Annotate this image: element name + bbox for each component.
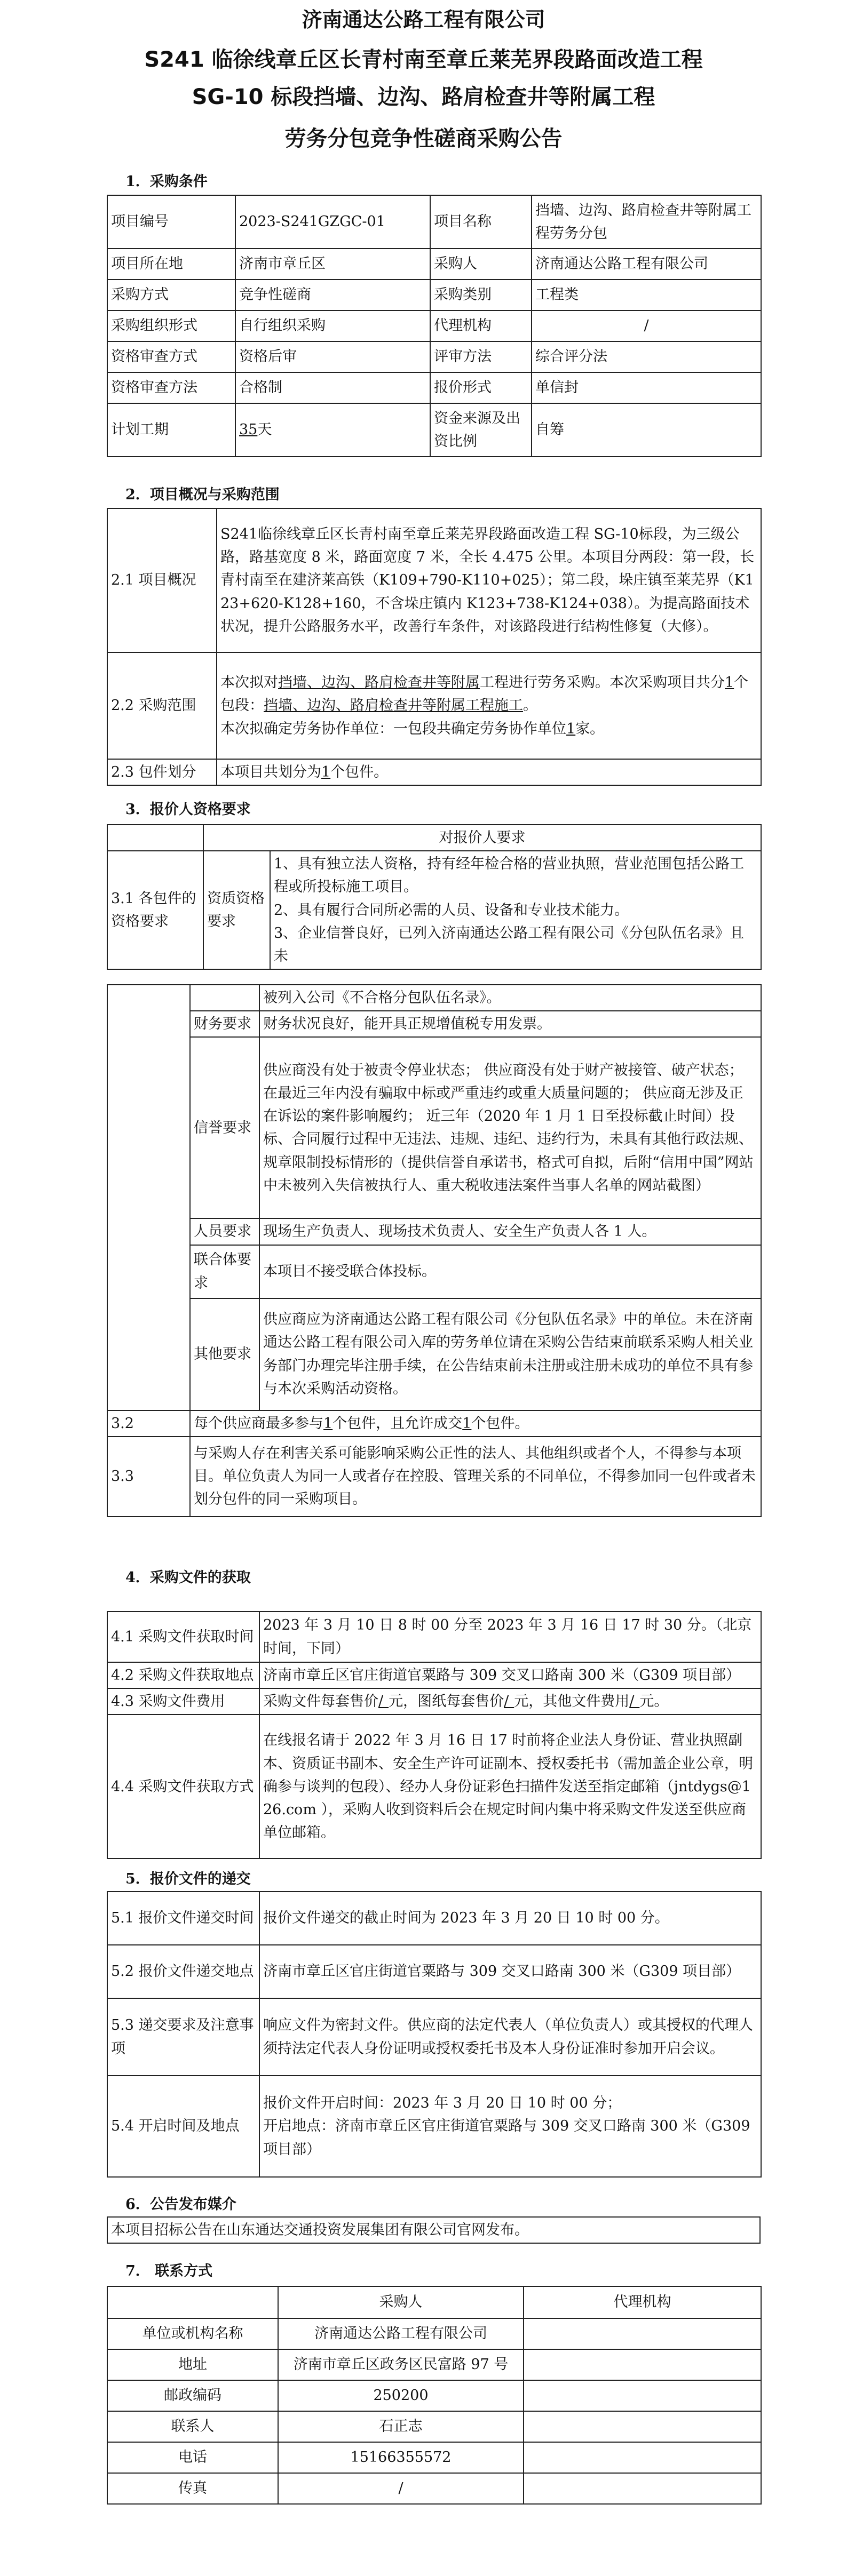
table-row (107, 759, 761, 785)
cell-value (524, 2411, 761, 2442)
fee-text: 采购文件每套售价 (263, 1693, 378, 1710)
cell-value: 济南通达公路工程有限公司 (532, 249, 761, 280)
cell-value: / (532, 310, 761, 341)
qualification-table-part2 (107, 984, 762, 1517)
cell-value: 济南市章丘区政务区民富路 97 号 (278, 2349, 524, 2380)
cell-value: 济南市章丘区 (235, 249, 430, 280)
section-1-heading: 1．采购条件 (125, 173, 208, 190)
section-4-heading: 4．采购文件的获取 (125, 1569, 251, 1586)
scope-text: 。 (523, 697, 537, 714)
cell-value: 济南通达公路工程有限公司 (278, 2318, 524, 2349)
table-row (107, 249, 761, 280)
table-row (107, 508, 761, 652)
cell-label: 评审方法 (430, 341, 532, 372)
table-row (107, 1998, 761, 2076)
project-title-line2: SG-10 标段挡墙、边沟、路肩检查井等附属工程 (192, 85, 655, 109)
scope-underlined: 挡墙、边沟、路肩检查井等附属 (278, 674, 480, 691)
table-row (107, 652, 761, 759)
cell-label: 5.1 报价文件递交时间 (107, 1892, 259, 1945)
cell-value: 合格制 (235, 372, 430, 403)
cell-value: 自筹 (532, 403, 761, 457)
cell-value (524, 2442, 761, 2473)
cell-value: 报价文件递交的截止时间为 2023 年 3 月 20 日 10 时 00 分。 (259, 1892, 761, 1945)
cell-value: 在线报名请于 2022 年 3 月 16 日 17 时前将企业法人身份证、营业执照副本、资质证书副本、安全生产许可证副本、授权委托书（需加盖企业公章，明确参与谈判的包段）、经办人身份证彩色扫描件发送至指定邮箱（jntdygs@126.com ），采购人收到资料后会在规定时间内集中将采购文件发送至供应商单位邮箱。 (259, 1714, 761, 1859)
table-row (107, 2076, 761, 2177)
column-header: 对报价人要求 (203, 825, 761, 851)
scope-unit-count: 1 (566, 720, 576, 737)
table-row (107, 341, 761, 372)
limit-text: 个包件。 (471, 1415, 529, 1432)
section-5-heading: 5．报价文件的递交 (125, 1871, 251, 1887)
table-row (107, 1011, 761, 1037)
table-row (107, 851, 761, 969)
cell-value (217, 759, 761, 785)
cell-value: 与采购人存在利害关系可能影响采购公正性的法人、其他组织或者个人，不得参与本项目。单位负责人为同一人或者存在控股、管理关系的不同单位，不得参加同一包件或者未划分包件的同一采购项目。 (190, 1437, 761, 1517)
cell-label: 2.1 项目概况 (107, 508, 217, 652)
scope-package-count: 1 (725, 674, 734, 691)
cell-value: / (278, 2473, 524, 2504)
cell-value: 财务状况良好，能开具正规增值税专用发票。 (259, 1011, 761, 1037)
company-title: 济南通达公路工程有限公司 (302, 8, 545, 31)
cell-label: 资格审查方式 (107, 341, 235, 372)
table-row (107, 985, 761, 1011)
cell-label: 项目名称 (430, 195, 532, 249)
cell-value (259, 2076, 761, 2177)
cell-value (259, 1688, 761, 1714)
cell-value: 石正志 (278, 2411, 524, 2442)
fee-text: 元，其他文件费用 (514, 1693, 630, 1710)
cell-label: 4.2 采购文件获取地点 (107, 1662, 259, 1688)
table-row (107, 825, 761, 851)
cell-blank (190, 985, 259, 1011)
project-overview-table (107, 508, 762, 786)
limit-text: 个包件，且允许成交 (333, 1415, 463, 1432)
table-row (107, 1037, 761, 1218)
cell-value: S241临徐线章丘区长青村南至章丘莱芜界段路面改造工程 SG-10标段，为三级公路，路基宽度 8 米，路面宽度 7 米，全长 4.475 公里。本项目分两段：第一段，长青村南至在建济莱高铁（K109+790-K110+025）；第二段，垛庄镇至莱芜界（K123+620-K128+160，不含垛庄镇内 K123+738-K124+038）。为提高路面技术状况，提升公路服务水平，改善行车条件，对该路段进行结构性修复（大修）。 (217, 508, 761, 652)
scope-package-name: 挡墙、边沟、路肩检查井等附属工程施工 (264, 697, 523, 714)
cell-value: 2023 年 3 月 10 日 8 时 00 分至 2023 年 3 月 16 日 17 时 30 分。（北京时间，下同） (259, 1612, 761, 1662)
cell-value: 15166355572 (278, 2442, 524, 2473)
fee-text: 元，图纸每套售价 (389, 1693, 504, 1710)
cell-label: 邮政编码 (107, 2380, 278, 2411)
cell-label: 2.3 包件划分 (107, 759, 217, 785)
table-row (107, 1945, 761, 1998)
duration-unit: 天 (257, 421, 272, 438)
cell-label: 5.3 递交要求及注意事项 (107, 1998, 259, 2076)
cell-label: 4.3 采购文件费用 (107, 1688, 259, 1714)
cell-value: 挡墙、边沟、路肩检查井等附属工程劳务分包 (532, 195, 761, 249)
contact-table (107, 2286, 762, 2505)
table-row (107, 1245, 761, 1298)
cell-value: 济南市章丘区官庄街道官粟路与 309 交叉口路南 300 米（G309 项目部） (259, 1662, 761, 1688)
table-row (107, 195, 761, 249)
scope-text: 本次拟确定劳务协作单位：一包段共确定劳务协作单位 (220, 720, 566, 737)
table-row (107, 2411, 761, 2442)
cell-value: 济南市章丘区官庄街道官粟路与 309 交叉口路南 300 米（G309 项目部） (259, 1945, 761, 1998)
cell-label: 资金来源及出资比例 (430, 403, 532, 457)
opening-time: 报价文件开启时间：2023 年 3 月 20 日 10 时 00 分； (263, 2095, 622, 2112)
procurement-conditions-table (107, 195, 762, 457)
media-table (107, 2216, 761, 2244)
cell-label: 采购方式 (107, 280, 235, 310)
submission-table (107, 1891, 762, 2178)
cell-value (235, 403, 430, 457)
section-3-heading: 3．报价人资格要求 (125, 801, 251, 818)
limit-count: 1 (323, 1415, 333, 1432)
column-header: 采购人 (278, 2286, 524, 2318)
cell-value: 单信封 (532, 372, 761, 403)
cell-blank (107, 985, 190, 1410)
scope-text: 家。 (575, 720, 605, 737)
cell-value: 2023-S241GZGC-01 (235, 195, 430, 249)
cell-label: 代理机构 (430, 310, 532, 341)
cell-label: 采购人 (430, 249, 532, 280)
cell-label: 资质资格要求 (203, 851, 270, 969)
scope-text: 个包段： (220, 674, 749, 714)
cell-label: 资格审查方法 (107, 372, 235, 403)
section-6-heading: 6．公告发布媒介 (125, 2196, 236, 2213)
cell-value: 竞争性磋商 (235, 280, 430, 310)
cell-value: 自行组织采购 (235, 310, 430, 341)
cell-label: 单位或机构名称 (107, 2318, 278, 2349)
cell-value (524, 2318, 761, 2349)
table-row (107, 280, 761, 310)
table-row (107, 310, 761, 341)
notice-title: 劳务分包竞争性磋商采购公告 (284, 126, 563, 151)
limit-text: 每个供应商最多参与 (194, 1415, 323, 1432)
cell-label: 电话 (107, 2442, 278, 2473)
table-row (107, 1218, 761, 1245)
table-row (107, 2380, 761, 2411)
cell-label: 2.2 采购范围 (107, 652, 217, 759)
table-row (107, 2217, 760, 2243)
cell-value: 被列入公司《不合格分包队伍名录》。 (259, 985, 761, 1011)
cell-value (217, 652, 761, 759)
cell-value: 250200 (278, 2380, 524, 2411)
table-row (107, 1662, 761, 1688)
cell-value: 供应商应为济南通达公路工程有限公司《分包队伍名录》中的单位。未在济南通达公路工程有限公司入库的劳务单位请在采购公告结束前联系采购人相关业务部门办理完毕注册手续，在公告结束前未注册或注册未成功的单位不具有参与本次采购活动资格。 (259, 1298, 761, 1410)
cell-label: 地址 (107, 2349, 278, 2380)
cell-value: 现场生产负责人、现场技术负责人、安全生产负责人各 1 人。 (259, 1218, 761, 1245)
cell-label: 人员要求 (190, 1218, 259, 1245)
cell-blank (107, 825, 203, 851)
fee-value: / (378, 1693, 389, 1710)
cell-label: 采购类别 (430, 280, 532, 310)
cell-value (190, 1410, 761, 1437)
cell-label: 5.2 报价文件递交地点 (107, 1945, 259, 1998)
table-row (107, 2286, 761, 2318)
cell-label: 信誉要求 (190, 1037, 259, 1218)
cell-label: 项目编号 (107, 195, 235, 249)
table-row (107, 2473, 761, 2504)
table-row (107, 1688, 761, 1714)
cell-value (524, 2380, 761, 2411)
table-row (107, 372, 761, 403)
table-row (107, 1892, 761, 1945)
cell-value: 响应文件为密封文件。供应商的法定代表人（单位负责人）或其授权的代理人须持法定代表人身份证明或授权委托书及本人身份证准时参加开启会议。 (259, 1998, 761, 2076)
section-2-heading: 2．项目概况与采购范围 (125, 487, 280, 503)
package-text: 本项目共划分为 (220, 764, 321, 780)
cell-value: 综合评分法 (532, 341, 761, 372)
table-row (107, 403, 761, 457)
table-row (107, 1612, 761, 1662)
limit-count: 1 (462, 1415, 472, 1432)
fee-value: / (629, 1693, 640, 1710)
qualification-table-part1 (107, 824, 762, 970)
package-count: 1 (321, 764, 331, 780)
cell-value: 本项目不接受联合体投标。 (259, 1245, 761, 1298)
cell-label: 3.3 (107, 1437, 190, 1517)
project-title-line1: S241 临徐线章丘区长青村南至章丘莱芜界段路面改造工程 (144, 47, 703, 72)
cell-label: 3.2 (107, 1410, 190, 1437)
cell-value: 资格后审 (235, 341, 430, 372)
duration-value: 35 (239, 421, 258, 438)
cell-label: 财务要求 (190, 1011, 259, 1037)
fee-text: 元。 (639, 1693, 669, 1710)
cell-label: 项目所在地 (107, 249, 235, 280)
scope-text: 工程进行劳务采购。本次采购项目共分 (480, 674, 725, 691)
cell-label: 4.4 采购文件获取方式 (107, 1714, 259, 1859)
cell-value: 工程类 (532, 280, 761, 310)
cell-label: 其他要求 (190, 1298, 259, 1410)
cell-value: 本项目招标公告在山东通达交通投资发展集团有限公司官网发布。 (107, 2217, 760, 2243)
table-row (107, 1714, 761, 1859)
cell-value (524, 2473, 761, 2504)
cell-label: 5.4 开启时间及地点 (107, 2076, 259, 2177)
documents-table (107, 1611, 762, 1859)
cell-label: 传真 (107, 2473, 278, 2504)
table-row (107, 2318, 761, 2349)
table-row (107, 1437, 761, 1517)
cell-blank (107, 2286, 278, 2318)
opening-place: 开启地点：济南市章丘区官庄街道官粟路与 309 交叉口路南 300 米（G309 项目部） (263, 2118, 750, 2158)
cell-label: 计划工期 (107, 403, 235, 457)
cell-value: 1、具有独立法人资格，持有经年检合格的营业执照，营业范围包括公路工程或所投标施工项目。 2、具有履行合同所必需的人员、设备和专业技术能力。 3、企业信誉良好，已列入济南通达公路工程有限公司《分包队伍名录》且未 (270, 851, 761, 969)
table-row (107, 2349, 761, 2380)
package-text: 个包件。 (330, 764, 389, 780)
table-row (107, 1298, 761, 1410)
table-row (107, 2442, 761, 2473)
cell-label: 报价形式 (430, 372, 532, 403)
cell-value: 供应商没有处于被责令停业状态； 供应商没有处于财产被接管、破产状态；在最近三年内没有骗取中标或严重违约或重大质量问题的； 供应商无涉及正在诉讼的案件影响履约； 近三年（2020 年 1 月 1 日至投标截止时间）投标、合同履行过程中无违法、违规、违纪、违约行为，未具有其他行政法规、规章限制投标情形的（提供信誉自承诺书，格式可自拟，后附“信用中国”网站中未被列入失信被执行人、重大税收违法案件当事人名单的网站截图） (259, 1037, 761, 1218)
scope-text: 本次拟对 (220, 674, 278, 691)
table-row (107, 1410, 761, 1437)
cell-label: 采购组织形式 (107, 310, 235, 341)
cell-label: 联系人 (107, 2411, 278, 2442)
column-header: 代理机构 (524, 2286, 761, 2318)
fee-value: / (504, 1693, 514, 1710)
section-7-heading: 7． 联系方式 (125, 2263, 213, 2279)
cell-value (524, 2349, 761, 2380)
cell-label: 3.1 各包件的资格要求 (107, 851, 203, 969)
cell-label: 4.1 采购文件获取时间 (107, 1612, 259, 1662)
cell-label: 联合体要求 (190, 1245, 259, 1298)
